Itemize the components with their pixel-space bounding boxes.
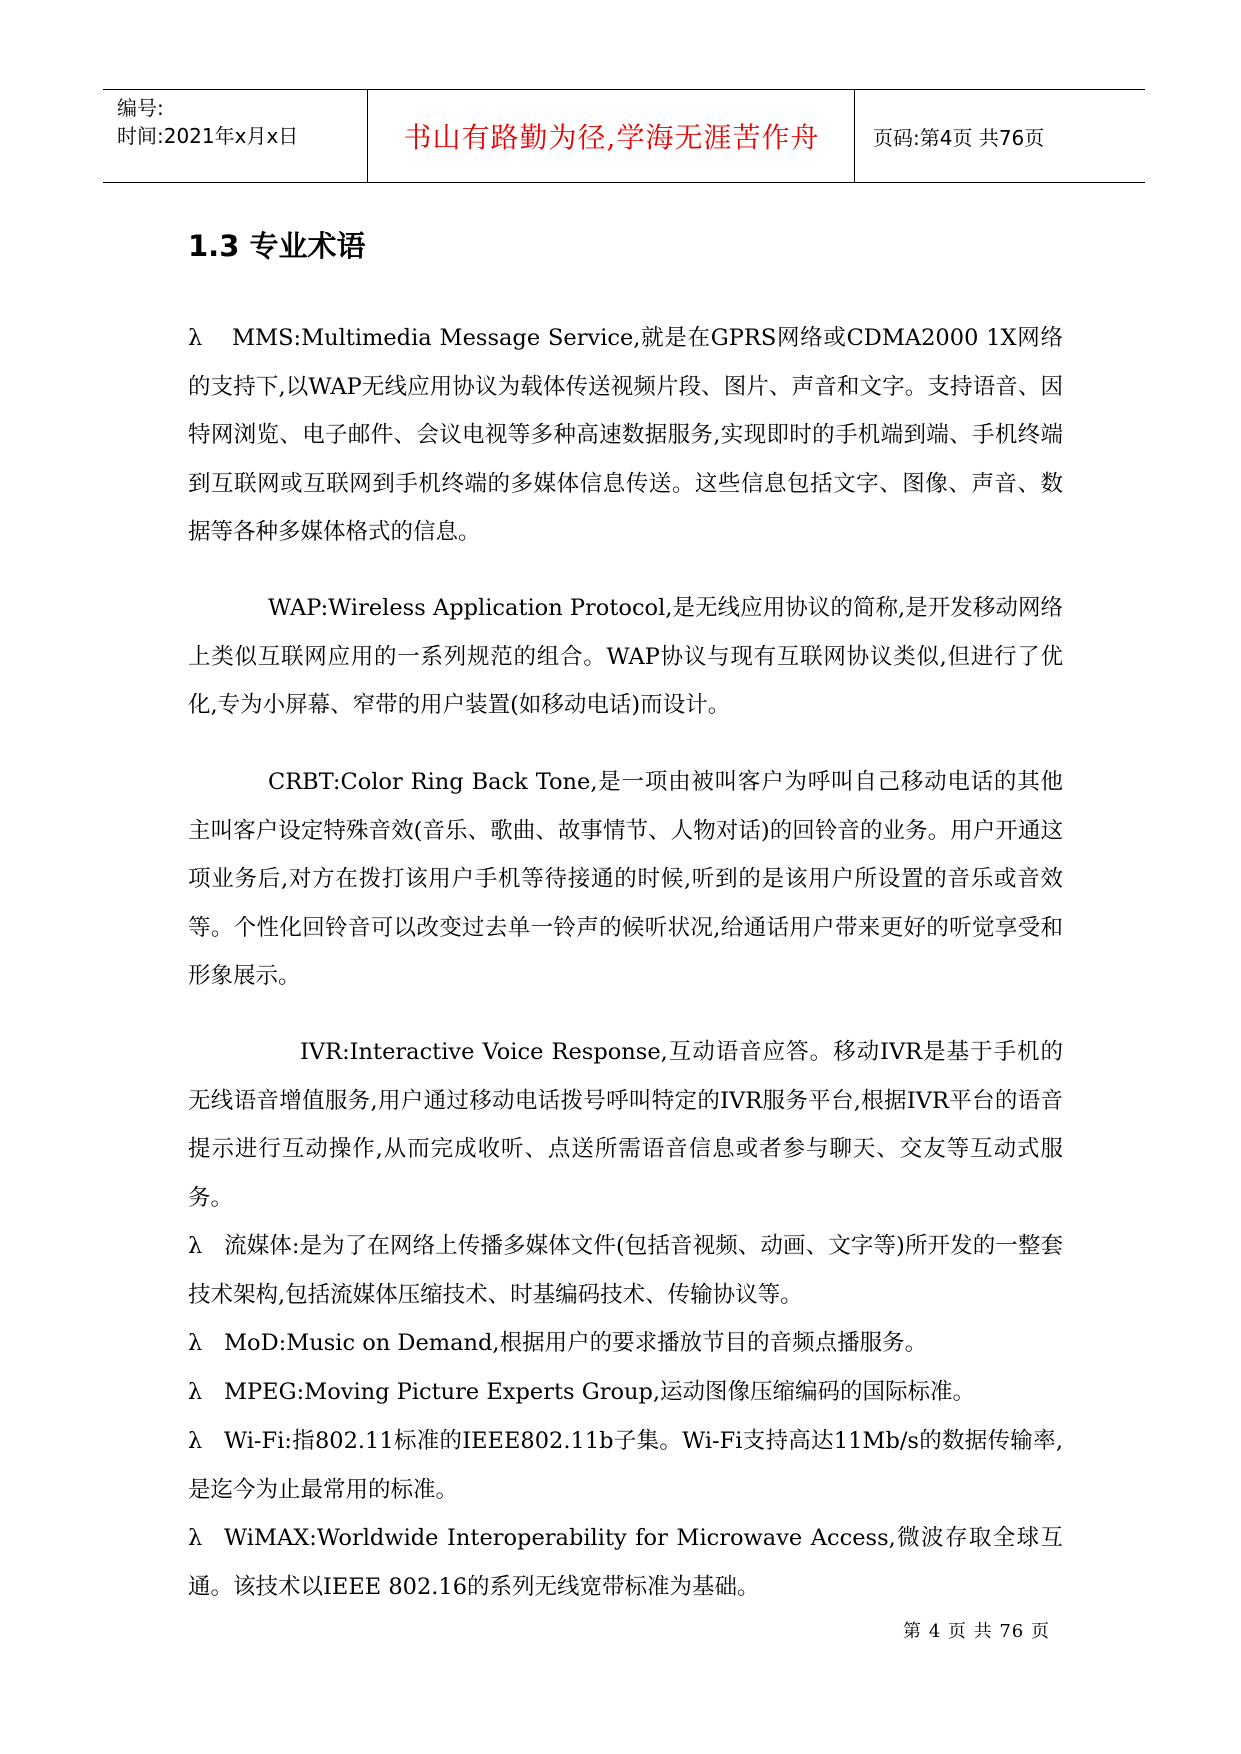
paragraph-wimax <box>188 1514 1063 1611</box>
paragraph-wap <box>188 584 1063 730</box>
paragraph-text: 流媒体:是为了在网络上传播多媒体文件(包括音视频、动画、文字等)所开发的一整套技术架构,包括流媒体压缩技术、时基编码技术、传输协议等。 <box>188 1233 1063 1308</box>
paragraph-wifi <box>188 1417 1063 1514</box>
paragraph-mms <box>188 314 1063 557</box>
time-label: 时间:2021年x月x日 <box>117 124 299 148</box>
paragraph-text: CRBT:Color Ring Back Tone,是一项由被叫客户为呼叫自己移动电话的其他主叫客户设定特殊音效(音乐、歌曲、故事情节、人物对话)的回铃音的业务。用户开通这项业务后,对方在拨打该用户手机等待接通的时候,听到的是该用户所设置的音乐或音效等。个性化回铃音可以改变过去单一铃声的候听状况,给通话用户带来更好的听觉享受和形象展示。 <box>188 769 1063 989</box>
paragraph-text: WAP:Wireless Application Protocol,是无线应用协议的简称,是开发移动网络上类似互联网应用的一系列规范的组合。WAP协议与现有互联网协议类似,但进行了优化,专为小屏幕、窄带的用户装置(如移动电话)而设计。 <box>188 595 1063 718</box>
page-header <box>103 89 1145 183</box>
serial-label: 编号: <box>117 96 164 120</box>
paragraph-text: MoD:Music on Demand,根据用户的要求播放节目的音频点播服务。 <box>224 1330 928 1356</box>
bullet-marker: λ <box>188 1233 203 1259</box>
paragraph-text: WiMAX:Worldwide Interoperability for Microwave Access,微波存取全球互通。该技术以IEEE 802.16的系列无线宽带标准为基础。 <box>188 1525 1063 1600</box>
bullet-marker: λ <box>188 1428 203 1454</box>
paragraph-streaming <box>188 1222 1063 1319</box>
header-page-label: 页码:第4页 共76页 <box>873 125 1045 150</box>
header-meta <box>117 94 298 150</box>
bullet-marker: λ <box>188 1525 203 1551</box>
page-footer: 第 4 页 共 76 页 <box>903 1621 1050 1642</box>
header-divider <box>854 90 855 182</box>
paragraph-text: IVR:Interactive Voice Response,互动语音应答。移动IVR是基于手机的无线语音增值服务,用户通过移动电话拨号呼叫特定的IVR服务平台,根据IVR平台的语音提示进行互动操作,从而完成收听、点送所需语音信息或者参与聊天、交友等互动式服务。 <box>188 1039 1063 1211</box>
header-motto: 书山有路勤为径,学海无涯苦作舟 <box>403 121 820 154</box>
paragraph-mod <box>188 1319 1063 1368</box>
paragraph-text: MMS:Multimedia Message Service,就是在GPRS网络或CDMA2000 1X网络的支持下,以WAP无线应用协议为载体传送视频片段、图片、声音和文字。支持语音、因特网浏览、电子邮件、会议电视等多种高速数据服务,实现即时的手机端到端、手机终端到互联网或互联网到手机终端的多媒体信息传送。这些信息包括文字、图像、声音、数据等各种多媒体格式的信息。 <box>188 325 1063 545</box>
paragraph-text: MPEG:Moving Picture Experts Group,运动图像压缩编码的国际标准。 <box>224 1379 976 1405</box>
bullet-marker: λ <box>188 1379 203 1405</box>
bullet-marker: λ <box>188 1330 203 1356</box>
paragraph-crbt <box>188 758 1063 1001</box>
header-divider <box>367 90 368 182</box>
paragraph-mpeg <box>188 1368 1063 1417</box>
section-title: 1.3 专业术语 <box>188 229 366 263</box>
paragraph-text: Wi-Fi:指802.11标准的IEEE802.11b子集。Wi-Fi支持高达11Mb/s的数据传输率,是迄今为止最常用的标准。 <box>188 1428 1063 1503</box>
bullet-marker: λ <box>188 325 203 351</box>
paragraph-ivr <box>188 1028 1063 1222</box>
